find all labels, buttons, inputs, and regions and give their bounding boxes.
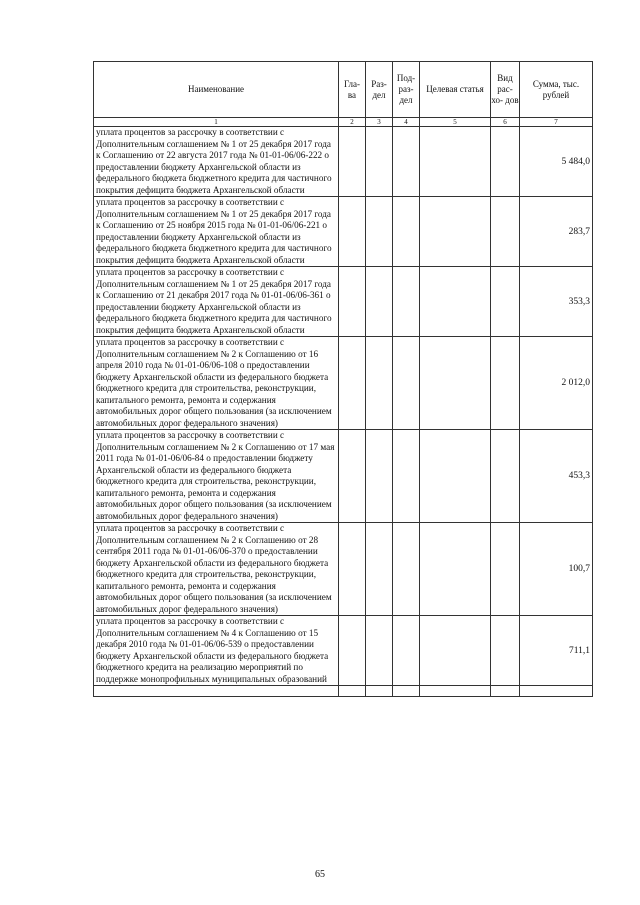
empty-cell	[420, 686, 491, 697]
row-expense-type	[491, 337, 520, 430]
table-body	[94, 127, 593, 697]
row-section	[366, 430, 393, 523]
row-target	[420, 337, 491, 430]
row-section	[366, 337, 393, 430]
row-chapter	[339, 523, 366, 616]
column-number: 7	[520, 118, 593, 127]
row-sum: 5 484,0	[520, 127, 593, 197]
row-sum: 283,7	[520, 197, 593, 267]
row-target	[420, 127, 491, 197]
row-name: уплата процентов за рассрочку в соответствии с Дополнительным соглашением № 1 от 25 декабря 2017 года к Соглашению от 22 августа 2017 года № 01-01-06/06-222 о предоставлении бюджету Архангельской области из федерального бюджета бюджетного кредита для частичного покрытия дефицита бюджета Архангельской области	[94, 127, 339, 197]
row-target	[420, 267, 491, 337]
column-number: 1	[94, 118, 339, 127]
row-subsection	[393, 430, 420, 523]
column-number: 3	[366, 118, 393, 127]
row-name: уплата процентов за рассрочку в соответствии с Дополнительным соглашением № 2 к Соглашению от 17 мая 2011 года № 01-01-06/06-84 о предоставлении бюджету Архангельской области из федерального бюджета бюджетного кредита для строительства, реконструкции, капитального ремонта, ремонта и содержания автомобильных дорог общего пользования (за исключением автомобильных дорог федерального значения)	[94, 430, 339, 523]
row-name: уплата процентов за рассрочку в соответствии с Дополнительным соглашением № 1 от 25 декабря 2017 года к Соглашению от 21 декабря 2017 года № 01-01-06/06-361 о предоставлении бюджету Архангельской области из федерального бюджета бюджетного кредита для частичного покрытия дефицита бюджета Архангельской области	[94, 267, 339, 337]
header-target: Целевая статья	[420, 62, 491, 118]
row-expense-type	[491, 616, 520, 686]
empty-cell	[94, 686, 339, 697]
column-number: 6	[491, 118, 520, 127]
row-section	[366, 127, 393, 197]
header-section: Раз- дел	[366, 62, 393, 118]
table-row	[94, 337, 593, 430]
row-subsection	[393, 616, 420, 686]
empty-cell	[339, 686, 366, 697]
row-target	[420, 616, 491, 686]
table-row	[94, 197, 593, 267]
row-chapter	[339, 430, 366, 523]
row-expense-type	[491, 267, 520, 337]
row-expense-type	[491, 430, 520, 523]
row-sum: 100,7	[520, 523, 593, 616]
header-expense-type: Вид рас- хо- дов	[491, 62, 520, 118]
row-subsection	[393, 197, 420, 267]
row-subsection	[393, 267, 420, 337]
empty-row	[94, 686, 593, 697]
header-subsection: Под- раз- дел	[393, 62, 420, 118]
row-chapter	[339, 337, 366, 430]
budget-table	[93, 61, 593, 697]
column-number: 5	[420, 118, 491, 127]
row-sum: 2 012,0	[520, 337, 593, 430]
row-target	[420, 430, 491, 523]
table-row	[94, 523, 593, 616]
empty-cell	[393, 686, 420, 697]
row-expense-type	[491, 197, 520, 267]
row-name: уплата процентов за рассрочку в соответствии с Дополнительным соглашением № 4 к Соглашению от 15 декабря 2010 года № 01-01-06/06-539 о предоставлении бюджету Архангельской области из федерального бюджета бюджетного кредита на реализацию мероприятий по поддержке монопрофильных муниципальных образований	[94, 616, 339, 686]
row-subsection	[393, 523, 420, 616]
row-target	[420, 523, 491, 616]
table-row	[94, 267, 593, 337]
page-number: 65	[315, 869, 325, 880]
row-sum: 353,3	[520, 267, 593, 337]
row-name: уплата процентов за рассрочку в соответствии с Дополнительным соглашением № 1 от 25 декабря 2017 года к Соглашению от 25 ноября 2015 года № 01-01-06/06-221 о предоставлении бюджету Архангельской области из федерального бюджета бюджетного кредита для частичного покрытия дефицита бюджета Архангельской области	[94, 197, 339, 267]
header-chapter: Гла- ва	[339, 62, 366, 118]
header-sum: Сумма, тыс. рублей	[520, 62, 593, 118]
column-number: 4	[393, 118, 420, 127]
row-expense-type	[491, 523, 520, 616]
row-expense-type	[491, 127, 520, 197]
empty-cell	[366, 686, 393, 697]
row-target	[420, 197, 491, 267]
row-subsection	[393, 337, 420, 430]
row-chapter	[339, 616, 366, 686]
row-section	[366, 523, 393, 616]
row-section	[366, 616, 393, 686]
row-sum: 453,3	[520, 430, 593, 523]
empty-cell	[491, 686, 520, 697]
row-chapter	[339, 197, 366, 267]
table-row	[94, 430, 593, 523]
table-header	[94, 62, 593, 127]
row-name: уплата процентов за рассрочку в соответствии с Дополнительным соглашением № 2 к Соглашению от 28 сентября 2011 года № 01-01-06/06-370 о предоставлении бюджету Архангельской области из федерального бюджета бюджетного кредита для строительства, реконструкции, капитального ремонта, ремонта и содержания автомобильных дорог общего пользования (за исключением автомобильных дорог федерального значения)	[94, 523, 339, 616]
column-numbers-row	[94, 118, 593, 127]
table-row	[94, 616, 593, 686]
row-name: уплата процентов за рассрочку в соответствии с Дополнительным соглашением № 2 к Соглашению от 16 апреля 2010 года № 01-01-06/06-108 о предоставлении бюджету Архангельской области из федерального бюджета бюджетного кредита для строительства, реконструкции, капитального ремонта, ремонта и содержания автомобильных дорог общего пользования (за исключением автомобильных дорог федерального значения)	[94, 337, 339, 430]
row-chapter	[339, 127, 366, 197]
column-number: 2	[339, 118, 366, 127]
table-row	[94, 127, 593, 197]
row-section	[366, 197, 393, 267]
empty-cell	[520, 686, 593, 697]
row-chapter	[339, 267, 366, 337]
row-subsection	[393, 127, 420, 197]
row-sum: 711,1	[520, 616, 593, 686]
row-section	[366, 267, 393, 337]
header-name: Наименование	[94, 62, 339, 118]
